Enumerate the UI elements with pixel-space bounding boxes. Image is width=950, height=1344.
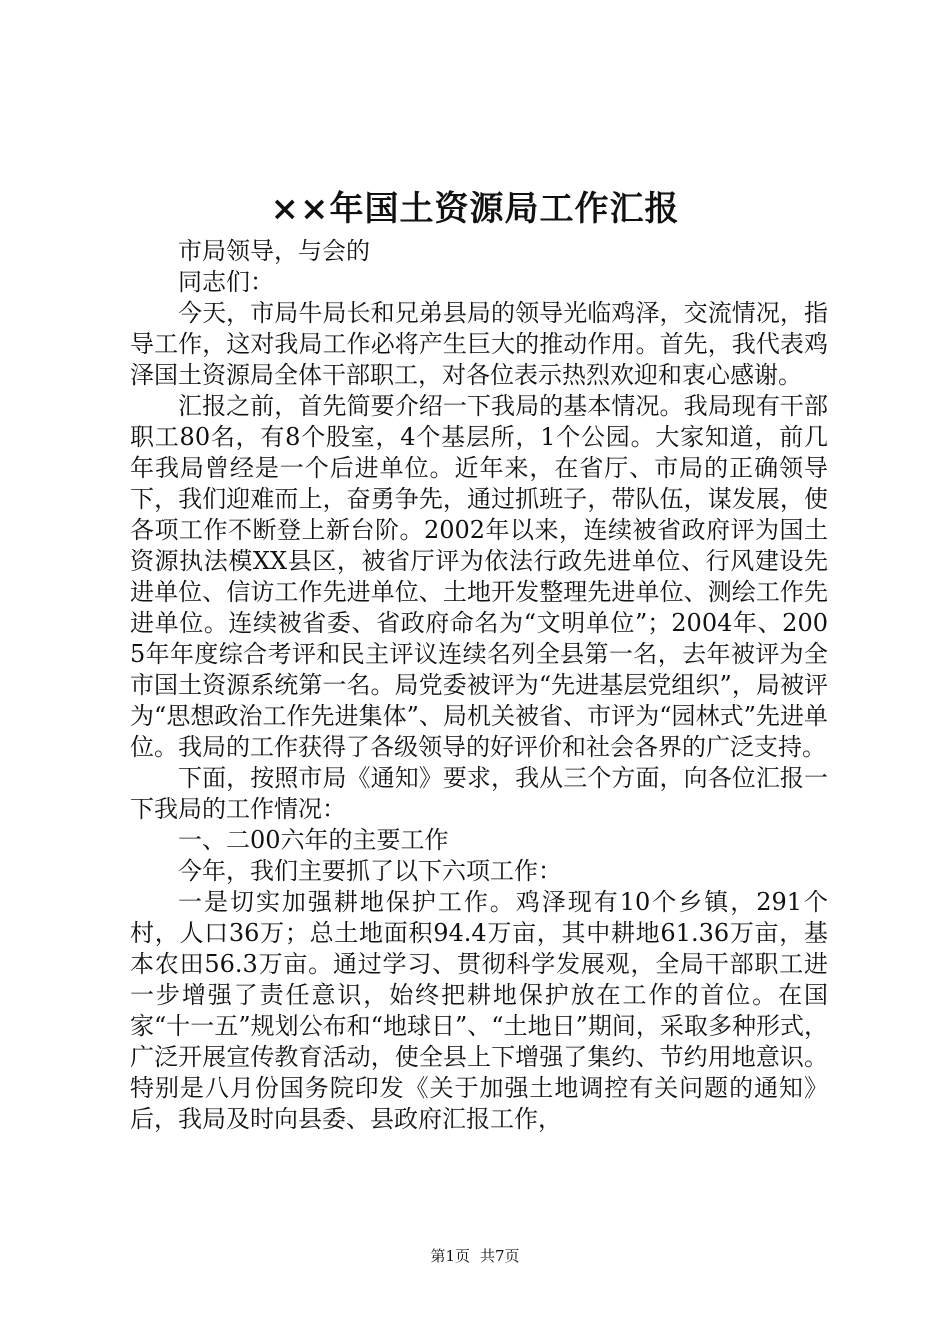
paragraph-welcome: 今天，市局牛局长和兄弟县局的领导光临鸡泽，交流情况，指导工作，这对我局工作必将产生巨大的推动作用。首先，我代表鸡泽国土资源局全体干部职工，对各位表示热烈欢迎和衷心感谢。 [130,299,828,389]
paragraph-basic-situation: 汇报之前，首先简要介绍一下我局的基本情况。我局现有干部职工80名，有8个股室，4个基层所，1个公园。大家知道，前几年我局曾经是一个后进单位。近年来，在省厅、市局的正确领导下，我们迎难而上，奋勇争先，通过抓班子，带队伍，谋发展，使各项工作不断登上新台阶。2002年以来，连续被省政府评为国土资源执法模XX县区，被省厅评为依法行政先进单位、行风建设先进单位、信访工作先进单位、土地开发整理先进单位、测绘工作先进单位。连续被省委、省政府命名为“文明单位”；2004年、2005年年度综合考评和民主评议连续名列全县第一名，去年被评为全市国土资源系统第一名。局党委被评为“先进基层党组织”，局被评为“思想政治工作先进集体”、局机关被省、市评为“园林式”先进单位。我局的工作获得了各级领导的好评价和社会各界的广泛支持。 [130,392,828,761]
section-heading-1: 一、二00六年的主要工作 [178,826,449,854]
document-body [130,236,828,1135]
document-title: ××年国土资源局工作汇报 [270,189,680,229]
paragraph-report-intro: 下面，按照市局《通知》要求，我从三个方面，向各位汇报一下我局的工作情况： [130,764,828,823]
page-total: 共7页 [480,1247,520,1265]
salutation-line-2: 同志们： [178,268,274,296]
paragraph-six-tasks: 今年，我们主要抓了以下六项工作： [178,857,562,885]
salutation-line-1: 市局领导，与会的 [178,237,370,265]
page-number: 第1页 [430,1247,470,1265]
paragraph-farmland-protection: 一是切实加强耕地保护工作。鸡泽现有10个乡镇，291个村，人口36万；总土地面积94.4万亩，其中耕地61.36万亩，基本农田56.3万亩。通过学习、贯彻科学发展观，全局干部职工进一步增强了责任意识，始终把耕地保护放在工作的首位。在国家“十一五”规划公布和“地球日”、“土地日”期间，采取多种形式，广泛开展宣传教育活动，使全县上下增强了集约、节约用地意识。特别是八月份国务院印发《关于加强土地调控有关问题的通知》后，我局及时向县委、县政府汇报工作， [130,888,828,1133]
page-footer [0,1246,950,1266]
